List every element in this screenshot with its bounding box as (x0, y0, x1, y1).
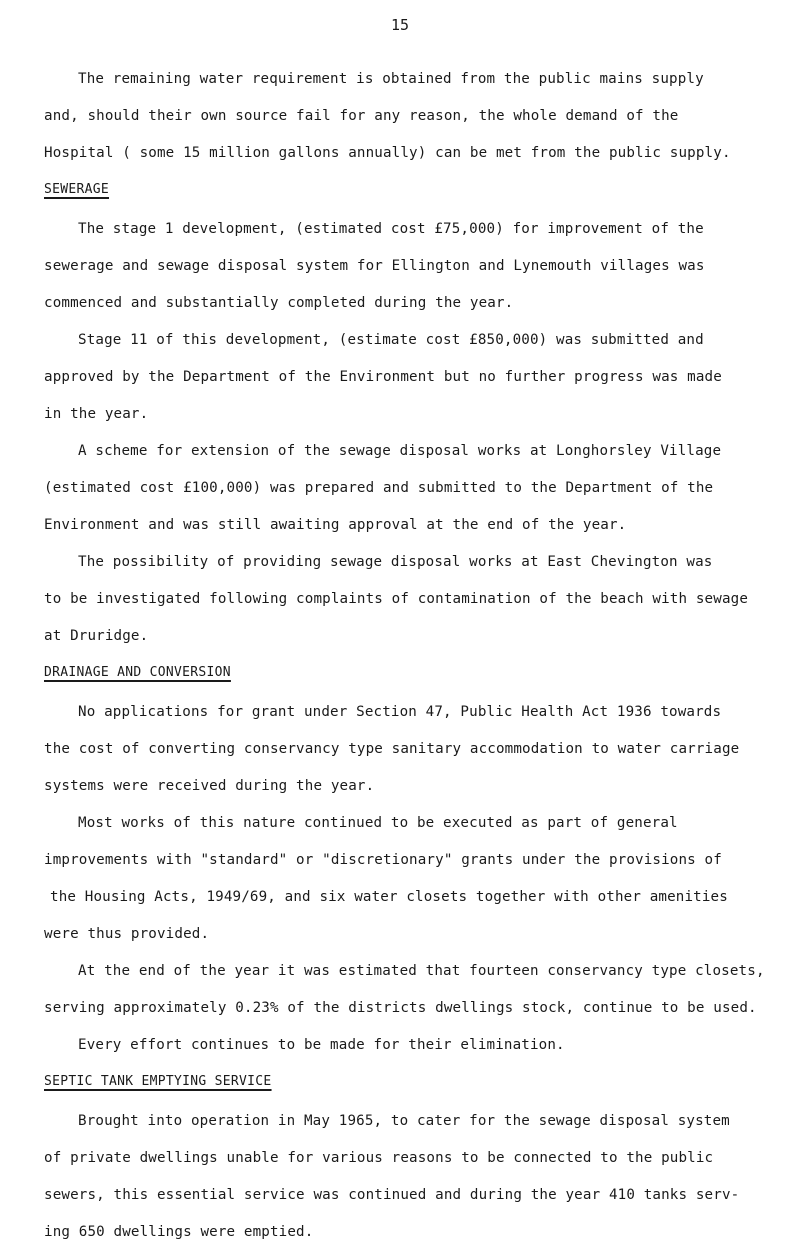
septic-p1-line-4: ing 650 dwellings were emptied. (44, 1224, 314, 1240)
sewerage-p3-line-2: (estimated cost £100,000) was prepared and submitted to the Department of the (44, 480, 714, 496)
drainage-p1-line-3: systems were received during the year. (44, 778, 375, 794)
sewerage-p1-line-2: sewerage and sewage disposal system for Ellington and Lynemouth villages was (44, 258, 705, 274)
septic-p1-line-2: of private dwellings unable for various reasons to be connected to the public (44, 1150, 714, 1166)
drainage-p2-line-1: Most works of this nature continued to be executed as part of general (78, 815, 678, 831)
sewerage-p4-line-1: The possibility of providing sewage disposal works at East Chevington was (78, 554, 713, 570)
sewerage-p2-line-1: Stage 11 of this development, (estimate cost £850,000) was submitted and (78, 332, 704, 348)
drainage-p3-line-1: At the end of the year it was estimated that fourteen conservancy type closets, (78, 963, 765, 979)
drainage-heading: DRAINAGE AND CONVERSION (44, 665, 231, 680)
sewerage-p2-line-3: in the year. (44, 406, 149, 422)
water-paragraph-line-2: and, should their own source fail for any reason, the whole demand of the (44, 108, 679, 124)
sewerage-p2-line-2: approved by the Department of the Environment but no further progress was made (44, 369, 722, 385)
water-paragraph-line-3: Hospital ( some 15 million gallons annually) can be met from the public supply. (44, 145, 731, 161)
water-paragraph-line-1: The remaining water requirement is obtained from the public mains supply (78, 71, 704, 87)
sewerage-heading: SEWERAGE (44, 182, 110, 197)
septic-p1-line-1: Brought into operation in May 1965, to cater for the sewage disposal system (78, 1113, 730, 1129)
drainage-p2-line-4: were thus provided. (44, 926, 210, 942)
septic-p1-line-3: sewers, this essential service was continued and during the year 410 tanks serv- (44, 1187, 740, 1203)
sewerage-p3-line-3: Environment and was still awaiting approval at the end of the year. (44, 517, 627, 533)
sewerage-p1-line-3: commenced and substantially completed during the year. (44, 295, 514, 311)
drainage-p1-line-1: No applications for grant under Section 47, Public Health Act 1936 towards (78, 704, 722, 720)
drainage-p3-line-3: Every effort continues to be made for their elimination. (78, 1037, 565, 1053)
drainage-p3-line-2: serving approximately 0.23% of the districts dwellings stock, continue to be used. (44, 1000, 757, 1016)
septic-heading: SEPTIC TANK EMPTYING SERVICE (44, 1074, 272, 1089)
sewerage-p3-line-1: A scheme for extension of the sewage disposal works at Longhorsley Village (78, 443, 722, 459)
sewerage-p1-line-1: The stage 1 development, (estimated cost £75,000) for improvement of the (78, 221, 704, 237)
page-number: 15 (390, 16, 410, 34)
sewerage-p4-line-3: at Druridge. (44, 628, 149, 644)
sewerage-p4-line-2: to be investigated following complaints of contamination of the beach with sewage (44, 591, 749, 607)
drainage-p2-line-3: the Housing Acts, 1949/69, and six water closets together with other amenities (50, 889, 728, 905)
drainage-p1-line-2: the cost of converting conservancy type sanitary accommodation to water carriage (44, 741, 740, 757)
drainage-p2-line-2: improvements with "standard" or "discretionary" grants under the provisions of (44, 852, 722, 868)
